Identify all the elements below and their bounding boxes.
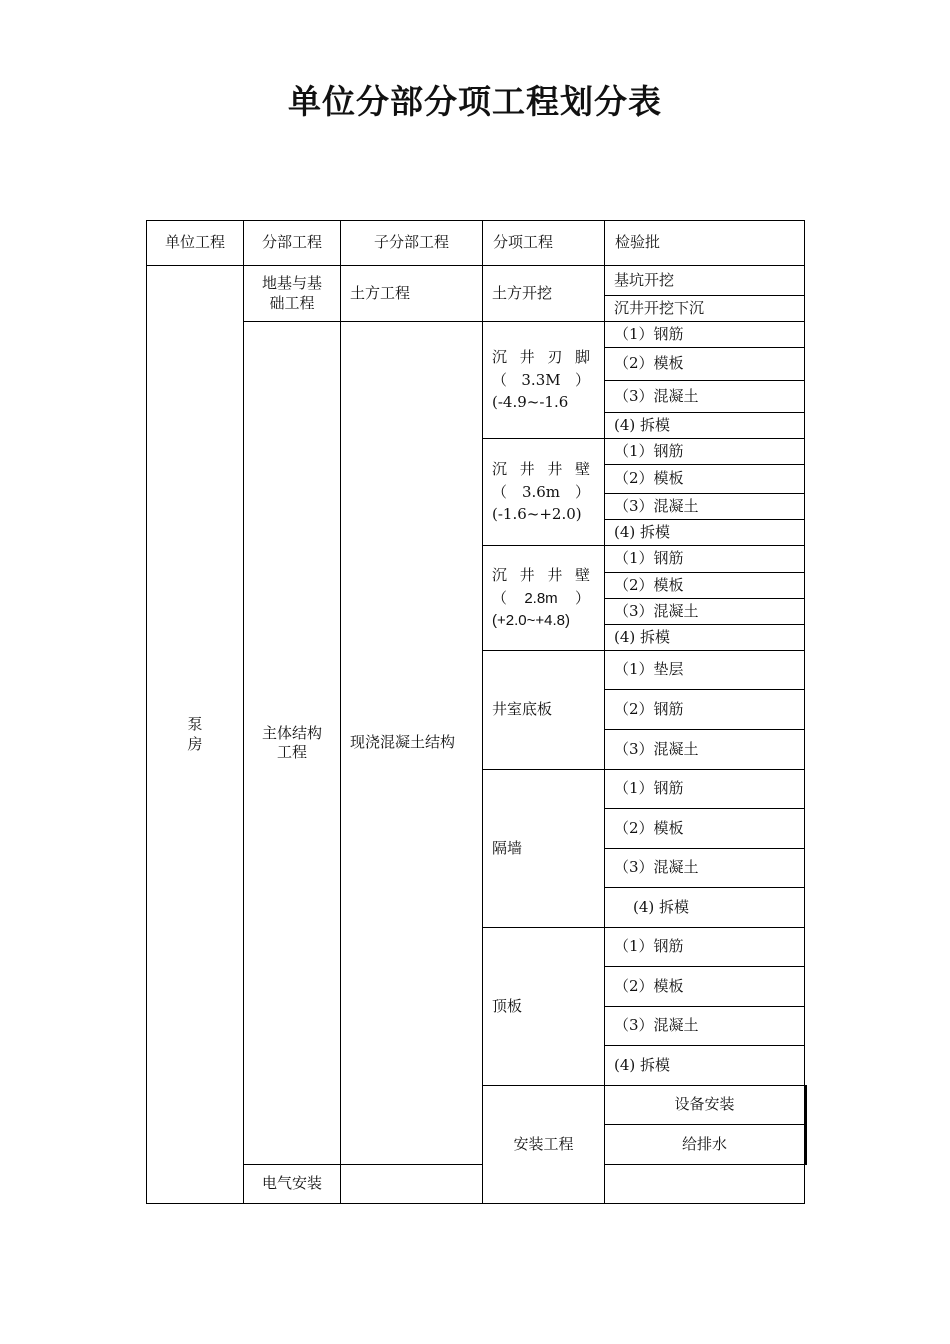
subdivision-equipment: 设备安装 [605,1086,805,1125]
division-main-line1: 主体结构 [261,723,322,742]
batch-cell: （2）模板 [605,573,805,599]
batch-cell: （2）模板 [605,465,805,494]
header-unit: 单位工程 [147,221,244,266]
batch-cell: （2）钢筋 [605,690,805,730]
division-foundation-line2: 础工程 [269,293,315,312]
batch-cell: （3）混凝土 [605,494,805,520]
batch-cell: （1）钢筋 [605,439,805,465]
document-title: 单位分部分项工程划分表 [288,82,662,121]
item-size: （ 2.8m ） [492,590,590,608]
batch-cell: (4) 拆模 [605,413,805,439]
table-row [147,266,807,296]
batch-cell: （1）钢筋 [605,770,805,809]
batch-cell: (4) 拆模 [605,1046,805,1086]
subdivision-cast-concrete: 现浇混凝土结构 [341,322,483,1165]
batch-cell: 沉井开挖下沉 [605,296,805,322]
unit-cell [147,266,244,1204]
batch-cell: （1）垫层 [605,651,805,690]
item-name: 沉 井 刃 脚 [492,347,590,366]
item-name: 沉 井 井 壁 [492,459,590,478]
batch-cell: （2）模板 [605,809,805,849]
item-size: （ 3.6m ） [492,483,590,502]
batch-cell: （3）混凝土 [605,599,805,625]
unit-name: 泵 房 [187,715,203,753]
item-caisson-cutting-edge [483,322,605,439]
batch-cell: （1）钢筋 [605,546,805,573]
batch-cell: 基坑开挖 [605,266,805,296]
batch-cell: （2）模板 [605,967,805,1007]
batch-cell: (4) 拆模 [605,625,805,651]
item-range: (-1.6~+2.0) [492,504,582,523]
header-subdivision: 子分部工程 [341,221,483,266]
empty-cell [806,1125,807,1165]
item-range: (+2.0~+4.8) [492,611,570,629]
subdivision-electrical: 电气安装 [244,1165,341,1204]
empty-cell [605,1165,805,1204]
header-row [147,221,807,266]
division-main-structure [244,322,341,1165]
item-caisson-wall-1 [483,439,605,546]
item-chamber-floor: 井室底板 [483,651,605,770]
table-row [147,322,807,348]
header-division: 分部工程 [244,221,341,266]
batch-cell: （1）钢筋 [605,928,805,967]
batch-cell: (4) 拆模 [605,888,805,928]
item-range: (-4.9~-1.6 [492,392,569,411]
item-roof-slab: 顶板 [483,928,605,1086]
subdivision-earthwork: 土方工程 [341,266,483,322]
empty-cell [806,1086,807,1125]
item-excavation: 土方开挖 [483,266,605,322]
batch-cell: （3）混凝土 [605,730,805,770]
empty-cell [341,1165,483,1204]
subdivision-plumbing: 给排水 [605,1125,805,1165]
division-table [146,220,807,1204]
item-size: （ 3.3M ） [492,371,590,390]
division-foundation [244,266,341,322]
item-name: 沉 井 井 壁 [492,565,590,584]
division-installation: 安装工程 [483,1086,605,1204]
batch-cell: （3）混凝土 [605,1007,805,1046]
item-partition-wall: 隔墙 [483,770,605,928]
table-row [147,1165,807,1204]
batch-cell: （1）钢筋 [605,322,805,348]
division-foundation-line1: 地基与基 [261,274,322,292]
batch-cell: （3）混凝土 [605,849,805,888]
batch-cell: （3）混凝土 [605,381,805,413]
header-item: 分项工程 [483,221,605,266]
division-main-line2: 工程 [276,743,307,761]
header-batch: 检验批 [605,221,805,266]
batch-cell: （2）模板 [605,348,805,381]
item-caisson-wall-2 [483,546,605,651]
batch-cell: (4) 拆模 [605,520,805,546]
